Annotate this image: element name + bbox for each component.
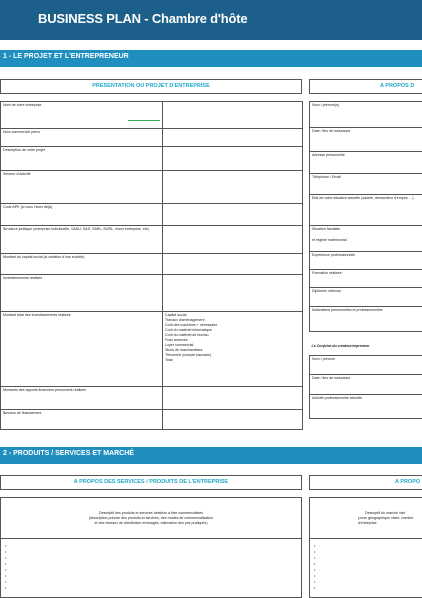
row-label-line: et régime matrimonial <box>312 238 422 243</box>
investment-item: Loyer commercial <box>165 343 300 348</box>
value-cell[interactable] <box>163 102 303 129</box>
row-label: Structure juridique (entreprise individuelle, SASU, SAS, SARL, EURL, micro entreprise, etc) <box>1 226 163 254</box>
investment-list <box>163 312 303 387</box>
investment-item: Coût du matériel de bureau <box>165 333 300 338</box>
desc-line: Descriptif des produits et services destinés à être commercialisés <box>1 511 301 516</box>
bullet-point: • <box>314 580 315 584</box>
row-label: Diplômes obtenus <box>310 288 422 307</box>
investment-item: Frais annexes <box>165 338 300 343</box>
presentation-header: PRESENTATION OU PROJET D'ENTREPRISE <box>0 79 302 94</box>
bullet-point: • <box>314 586 315 590</box>
bullet-point: • <box>314 574 315 578</box>
value-cell[interactable] <box>163 147 303 171</box>
value-cell[interactable] <box>163 387 303 410</box>
market-description-box <box>309 497 422 539</box>
section-1-heading: 1 - LE PROJET ET L'ENTREPRENEUR <box>3 53 129 60</box>
row-label: Description de votre projet <box>1 147 163 171</box>
row-label: Nom commercial prévu <box>1 129 163 147</box>
spacer <box>310 332 422 342</box>
row-label: Adresse personnelle <box>310 152 422 174</box>
value-cell[interactable] <box>163 226 303 254</box>
bullet-point: • <box>5 586 6 590</box>
investment-item: Coût du matériel informatique <box>165 328 300 333</box>
services-bullet-box[interactable] <box>0 538 302 598</box>
bullet-point: • <box>314 556 315 560</box>
a-propos-header: A PROPOS D <box>309 79 422 94</box>
selection-underline <box>128 120 160 121</box>
investment-item: Stock de marchandises <box>165 348 300 353</box>
bullet-point: • <box>5 580 6 584</box>
row-label: Besoins de financement <box>1 410 163 430</box>
title-bar <box>0 0 422 40</box>
value-cell[interactable] <box>163 275 303 312</box>
row-label: Date / lieu de naissance <box>310 375 422 395</box>
row-label: Etat de votre situation actuelle (salarié, demandeur d'emploi, ...) <box>310 195 422 226</box>
row-label: Date / lieu de naissance <box>310 128 422 152</box>
row-label: Formation réalisée <box>310 270 422 288</box>
row-label: Nom / prénom <box>310 356 422 375</box>
investment-item: Capital social <box>165 313 300 318</box>
bullet-point: • <box>314 568 315 572</box>
row-label: Montant total des investissements réalisés <box>1 312 163 387</box>
row-label: Montant du capital social (si création d'une société) <box>1 254 163 275</box>
value-cell[interactable] <box>163 171 303 204</box>
desc-line: (zone géographique visée, nombre d'entreprise <box>358 516 422 526</box>
bullet-point: • <box>314 550 315 554</box>
spouse-heading: Le Conjoint du créateur/repreneur <box>310 342 422 356</box>
desc-line: (description précise des produits et services, des modes de commercialisation <box>1 516 301 521</box>
row-label: Activité professionnelle actuelle <box>310 395 422 419</box>
row-label-line: Situation familiale <box>312 227 422 232</box>
bullet-point: • <box>5 568 6 572</box>
bullet-point: • <box>5 550 6 554</box>
investment-item: Total <box>165 358 300 363</box>
row-label: Montants des apports financiers personnels réalisés <box>1 387 163 410</box>
section-1-band <box>0 50 422 67</box>
row-label <box>310 226 422 252</box>
bullet-point: • <box>5 574 6 578</box>
project-table <box>0 101 303 430</box>
investment-item: Travaux d'aménagement <box>165 318 300 323</box>
document-title: BUSINESS PLAN - Chambre d'hôte <box>38 11 247 26</box>
row-label: Nom / prénom(s) <box>310 102 422 128</box>
row-label: Investissements réalisés <box>1 275 163 312</box>
market-bullet-box[interactable] <box>309 538 422 598</box>
row-label: Code APE (si vous l'avez déjà) <box>1 204 163 226</box>
investment-item: Coût des machines + nécessaire <box>165 323 300 328</box>
row-label: Secteur d'Activité <box>1 171 163 204</box>
row-label: Téléphone / Email <box>310 174 422 195</box>
value-cell[interactable] <box>163 204 303 226</box>
bullet-point: • <box>314 544 315 548</box>
row-label: Motivations personnelles et professionnelles <box>310 307 422 332</box>
services-description-box <box>0 497 302 539</box>
bullet-point: • <box>5 556 6 560</box>
investment-item: Trésorerie (compte bancaire) <box>165 353 300 358</box>
value-cell[interactable] <box>163 254 303 275</box>
bullet-point: • <box>5 544 6 548</box>
section-2-band <box>0 447 422 464</box>
desc-line: et des réseaux de distribution envisagés, estimation des prix pratiqués) <box>1 521 301 526</box>
bullet-point: • <box>5 562 6 566</box>
row-label: Nom de votre entreprise <box>1 102 163 129</box>
desc-line: Descriptif du marché visé <box>358 511 422 516</box>
value-cell[interactable] <box>163 129 303 147</box>
services-header: A PROPOS DES SERVICES / PRODUITS DE L'ENTREPRISE <box>0 475 302 490</box>
bullet-point: • <box>314 562 315 566</box>
section-2-heading: 2 - PRODUITS / SERVICES ET MARCHÉ <box>3 450 134 457</box>
value-cell[interactable] <box>163 410 303 430</box>
market-header: A PROPO <box>309 475 422 490</box>
entrepreneur-table <box>309 101 422 419</box>
row-label: Expérience professionnelle <box>310 252 422 270</box>
